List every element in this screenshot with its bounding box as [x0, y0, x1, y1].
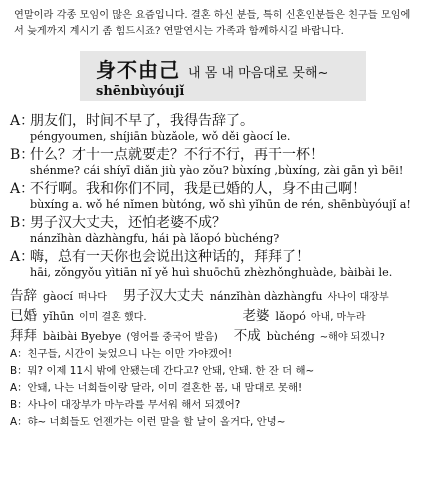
- speaker-label: B：: [10, 215, 35, 231]
- vocab-item: [234, 324, 385, 344]
- vocab-row: [10, 284, 420, 304]
- vocab-meaning: (영어를 중국어 발음): [126, 332, 218, 343]
- speaker-label: B：: [10, 147, 35, 163]
- chinese-sentence: 不行啊。我和你们不同，我是已婚的人，身不由己啊！: [30, 181, 366, 197]
- chinese-sentence: 男子汉大丈夫，还怕老婆不成？: [30, 215, 226, 231]
- vocab-meaning: 사나이 대장부: [327, 292, 389, 303]
- speaker-label: A：: [10, 113, 35, 129]
- vocab-hanzi: 老婆: [242, 308, 270, 324]
- dialogue-line: [10, 110, 420, 144]
- vocab-hanzi: 拜拜: [10, 328, 37, 344]
- dialogue-line: [10, 246, 420, 280]
- vocab-meaning: 아내, 마누라: [310, 312, 366, 323]
- pinyin-sentence: shénme? cái shíyī diǎn jiù yào zǒu? bùxíng ,bùxíng, zài gān yì bēi!: [30, 164, 404, 177]
- title-pinyin: shēnbùyóujǐ: [96, 84, 185, 99]
- pinyin-sentence: nánzǐhàn dàzhàngfu, hái pà lǎopó bùchéng?: [30, 232, 280, 245]
- vocab-pinyin: gàocí: [43, 290, 73, 303]
- vocab-hanzi: 男子汉大丈夫: [122, 288, 204, 304]
- vocab-hanzi: 告辞: [10, 288, 37, 304]
- vocab-pinyin: bùchéng: [266, 330, 315, 343]
- translation-line: B：사나이 대장부가 마누라를 무서워 해서 되겠어?: [10, 399, 241, 411]
- dialogue-line: [10, 178, 420, 212]
- vocab-item: [243, 304, 366, 324]
- title-row: [96, 54, 366, 83]
- intro-paragraph: 연말이라 각종 모임이 많은 요즘입니다. 결혼 하신 분들, 특히 신혼인분들은 친구들 모임에서 늦게까지 계시기 좀 힘드시죠? 연말연시는 가족과 함께하시길 바랍니다.: [14, 10, 411, 37]
- pinyin-sentence: hāi, zǒngyǒu yìtiān nǐ yě huì shuōchū zhèzhǒnghuàde, bàibài le.: [30, 266, 393, 279]
- translation-line: A：안돼, 나는 너희들이랑 달라, 이미 결혼한 몸, 내 맘대로 못해!: [10, 382, 303, 394]
- korean-translation: [10, 346, 420, 431]
- vocab-item: [10, 284, 107, 304]
- translation-line: A：햐~ 너희들도 언젠가는 이런 말을 할 날이 올거다, 안녕~: [10, 416, 286, 428]
- title-box: [80, 51, 366, 101]
- chinese-sentence: 什么？才十一点就要走？不行不行，再干一杯！: [30, 147, 324, 163]
- chinese-sentence: 嗨，总有一天你也会说出这种话的，拜拜了！: [30, 249, 310, 265]
- dialogue: [10, 110, 420, 280]
- dialogue-line: [10, 144, 420, 178]
- vocab-pinyin: bàibài Byebye: [43, 330, 122, 343]
- chinese-sentence: 朋友们，时间不早了，我得告辞了。: [30, 113, 254, 129]
- dialogue-line: [10, 212, 420, 246]
- speaker-label: A：: [10, 249, 35, 265]
- vocab-item: [123, 284, 389, 304]
- title-chinese: 身不由己: [96, 58, 180, 82]
- vocab-item: [10, 304, 147, 324]
- vocab-meaning: ~해야 되겠니?: [319, 332, 385, 343]
- vocab-item: [10, 324, 218, 344]
- vocab-meaning: 떠나다: [77, 292, 107, 303]
- vocab-meaning: 이미 결혼 했다.: [79, 312, 147, 323]
- translation-line: A：친구들, 시간이 늦었으니 나는 이만 가야겠어!: [10, 348, 233, 360]
- pinyin-sentence: péngyoumen, shíjiān bùzǎole, wǒ děi gàocí le.: [30, 130, 291, 143]
- title-korean: 내 몸 내 마음대로 못해~: [188, 66, 329, 81]
- vocab-pinyin: yǐhūn: [43, 310, 74, 323]
- speaker-label: A：: [10, 181, 35, 197]
- translation-line: B：뭐? 이제 11시 밖에 안됐는데 간다고? 안돼, 안돼. 한 잔 더 해~: [10, 365, 315, 377]
- vocab-row: [10, 304, 420, 324]
- vocab-pinyin: nánzǐhàn dàzhàngfu: [209, 290, 323, 303]
- vocab-hanzi: 已婚: [10, 308, 37, 324]
- vocab-pinyin: lǎopó: [275, 310, 306, 323]
- vocab-row: [10, 324, 420, 344]
- pinyin-sentence: bùxíng a. wǒ hé nǐmen bùtóng, wǒ shì yǐhūn de rén, shēnbùyóujǐ a!: [30, 198, 411, 211]
- vocab-hanzi: 不成: [233, 328, 261, 344]
- vocabulary-list: [10, 284, 420, 344]
